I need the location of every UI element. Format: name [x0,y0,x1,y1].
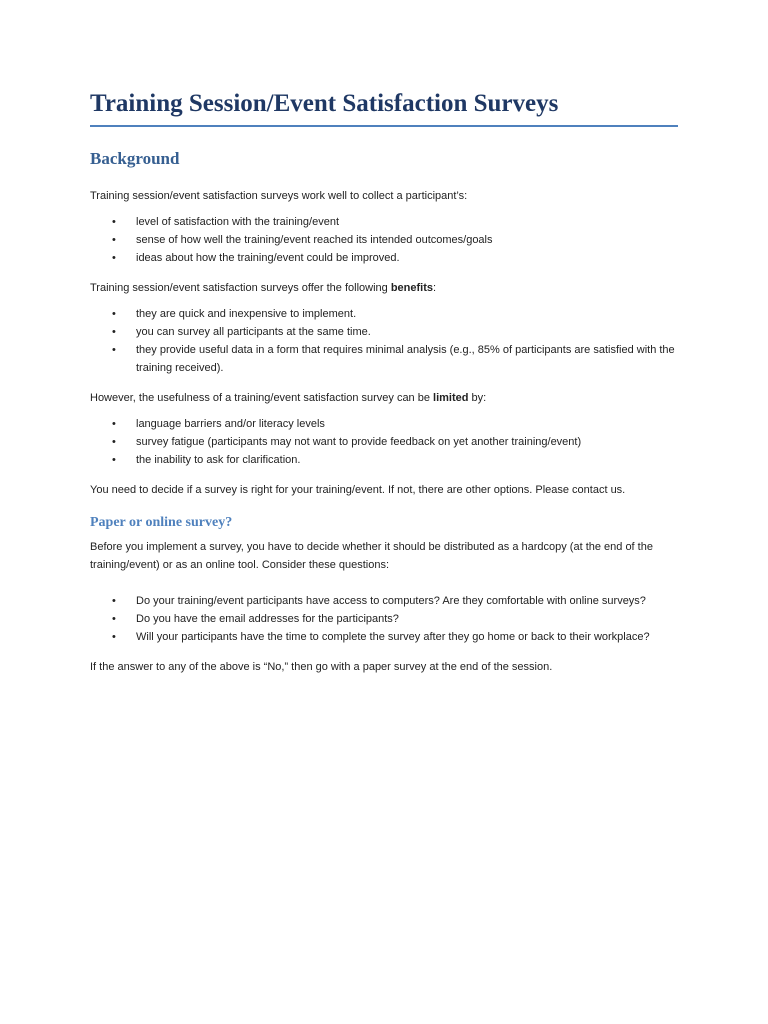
list-item: • Do your training/event participants have access to computers? Are they comfortable with online surveys? [90,592,678,610]
list-item: • you can survey all participants at the same time. [90,323,678,341]
benefits-list [90,305,678,377]
paper-or-online-closing: If the answer to any of the above is “No,” then go with a paper survey at the end of the session. [90,660,553,673]
list-item: • they are quick and inexpensive to implement. [90,305,678,323]
bullet-icon: • [112,307,116,320]
list-item: • they provide useful data in a form that requires minimal analysis (e.g., 85% of participants are satisfied with the training received). [90,341,678,377]
bullet-icon: • [112,435,116,448]
background-intro: Training session/event satisfaction surveys work well to collect a participant’s: [90,189,468,202]
bullet-icon: • [112,417,116,430]
bullet-icon: • [112,612,116,625]
list-item: • sense of how well the training/event reached its intended outcomes/goals [90,231,678,249]
limits-intro: However, the usefulness of a training/event satisfaction survey can be limited by: [90,391,487,404]
benefits-intro: Training session/event satisfaction surveys offer the following benefits: [90,281,437,294]
bullet-icon: • [112,453,116,466]
bullet-icon: • [112,630,116,643]
bullet-icon: • [112,325,116,338]
background-closing: You need to decide if a survey is right for your training/event. If not, there are other options. Please contact us. [90,483,626,496]
list-item: • Will your participants have the time to complete the survey after they go home or back to their workplace? [90,628,678,646]
document-page [90,88,678,676]
paper-or-online-heading: Paper or online survey? [90,514,233,530]
list-item: • ideas about how the training/event could be improved. [90,249,678,267]
questions-list [90,592,678,646]
list-item: • the inability to ask for clarification. [90,451,678,469]
bullet-icon: • [112,251,116,264]
list-item: • Do you have the email addresses for the participants? [90,610,678,628]
list-item: • survey fatigue (participants may not want to provide feedback on yet another training/event) [90,433,678,451]
list-item: • level of satisfaction with the training/event [90,213,678,231]
bullet-icon: • [112,233,116,246]
bullet-icon: • [112,594,116,607]
bullet-icon: • [112,343,116,356]
document-title: Training Session/Event Satisfaction Surveys [90,88,678,127]
bullet-icon: • [112,215,116,228]
limits-list [90,415,678,469]
list-item: • language barriers and/or literacy levels [90,415,678,433]
background-heading: Background [90,148,180,168]
collect-list [90,213,678,267]
paper-or-online-intro: Before you implement a survey, you have to decide whether it should be distributed as a hardcopy (at the end of the training/event) or as an online tool. Consider these questions: [90,540,653,571]
